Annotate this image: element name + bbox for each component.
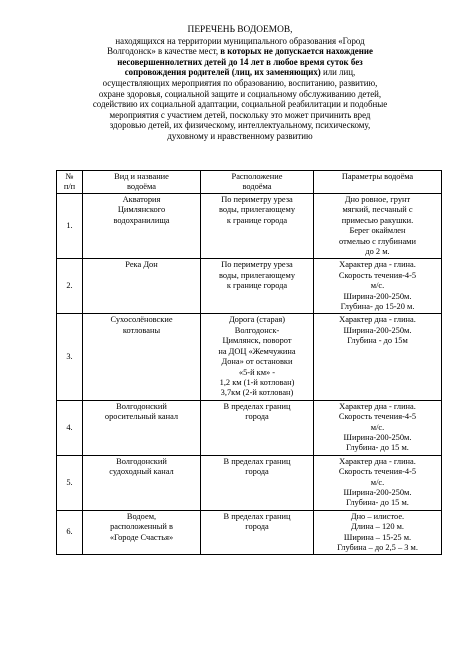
- row-location: [201, 259, 314, 314]
- row-name-line: Акватория: [122, 195, 161, 204]
- heading-text: Волгодонск» в качестве мест,: [107, 46, 221, 57]
- row-params-line: Глубина- до 15 м.: [346, 443, 409, 453]
- table-row: [57, 400, 442, 455]
- row-location-line: на ДОЦ «Жемчужина: [218, 346, 296, 356]
- row-params: [314, 194, 442, 259]
- row-number: 2.: [57, 259, 83, 314]
- heading-text: или лиц,: [320, 67, 356, 78]
- row-location-line: Дорога (старая): [228, 315, 286, 325]
- row-number: 3.: [57, 314, 83, 400]
- header-name-line: водоёма: [127, 182, 156, 191]
- row-name-line: оросительный канал: [104, 412, 179, 422]
- row-location: [201, 510, 314, 555]
- row-params-line: Ширина-200-250м.: [343, 432, 412, 442]
- table-row: [57, 455, 442, 510]
- row-number: 5.: [57, 455, 83, 510]
- row-location-line: По периметру уреза: [221, 195, 293, 204]
- header-params: [314, 171, 442, 194]
- row-name-line: Волгодонский: [116, 456, 167, 466]
- row-params-line: Характер дна - глина.: [339, 456, 416, 466]
- row-location-line: воды, прилегающему: [218, 270, 296, 280]
- row-location-line: города: [245, 522, 269, 532]
- row-params-line: Ширина-200-250м.: [343, 487, 412, 497]
- row-params-line: Длина – 120 м.: [351, 522, 404, 532]
- row-location: [201, 314, 314, 400]
- row-location-line: В пределах границ: [223, 401, 291, 411]
- row-name: [83, 259, 201, 314]
- row-name-line: Река Дон: [125, 260, 158, 270]
- row-params-line: Дно ровное, грунт: [344, 195, 411, 204]
- row-params: [314, 259, 442, 314]
- row-params-line: Берег окаймлен: [349, 226, 406, 236]
- row-name: [83, 314, 201, 400]
- row-location-line: воды, прилегающему: [218, 205, 296, 215]
- header-name-line: Вид и название: [114, 172, 169, 181]
- heading-line: содействию их социальной адаптации, социальной реабилитации и подобные: [92, 99, 388, 110]
- row-params-line: Глубина- до 15 м.: [346, 498, 409, 508]
- row-params-line: Скорость течения-4-5: [338, 467, 417, 477]
- row-params-line: Характер дна - глина.: [339, 315, 416, 325]
- header-params-line: Параметры водоёма: [341, 172, 414, 181]
- row-params-line: м/с.: [370, 477, 385, 487]
- row-location: [201, 194, 314, 259]
- header-number: [57, 171, 83, 194]
- heading-bold-text: сопровождения родителей (лиц, их заменяющих): [124, 67, 321, 78]
- row-params-line: Характер дна - глина.: [339, 260, 416, 270]
- row-params: [314, 455, 442, 510]
- header-number-line: №: [65, 172, 74, 181]
- row-name: [83, 510, 201, 555]
- heading-bold-text: в которых не допускается нахождение: [220, 46, 373, 57]
- header-number-line: п/п: [63, 182, 76, 191]
- row-location-line: 1,2 км (1-й котлован): [219, 377, 295, 387]
- row-params-line: м/с.: [370, 281, 385, 291]
- row-params-line: отмелью с глубинами: [339, 236, 416, 246]
- row-params-line: примесью ракушки.: [341, 215, 414, 225]
- heading-bold-line: несовершеннолетних детей до 14 лет в любое время суток без: [117, 56, 363, 67]
- row-name-line: Цимлянского: [117, 205, 166, 215]
- row-location-line: города: [245, 412, 269, 422]
- row-location-line: «5-й км» -: [238, 367, 276, 377]
- row-number: 1.: [57, 194, 83, 259]
- water-bodies-table: [56, 170, 442, 555]
- row-name-line: судоходный канал: [109, 467, 174, 477]
- row-name-line: Волгодонский: [116, 401, 167, 411]
- row-location-line: По периметру уреза: [221, 260, 293, 270]
- row-location-line: Дона» от остановки: [221, 357, 293, 367]
- header-location-line: водоёма: [242, 182, 272, 191]
- row-location-line: 3,7км (2-й котлован): [220, 388, 294, 398]
- row-params: [314, 400, 442, 455]
- row-location-line: города: [245, 467, 269, 477]
- document-title: ПЕРЕЧЕНЬ ВОДОЕМОВ,: [187, 25, 293, 35]
- table-header-row: [57, 171, 442, 194]
- table-body: [57, 194, 442, 555]
- heading-line: [40, 67, 440, 78]
- row-params-line: Характер дна - глина.: [339, 401, 416, 411]
- document-heading: [40, 25, 440, 142]
- heading-line: осуществляющих мероприятия по образованию, воспитанию, развитию,: [102, 77, 378, 88]
- row-name: [83, 400, 201, 455]
- row-location-line: к границе города: [226, 281, 288, 291]
- row-location-line: В пределах границ: [223, 511, 291, 521]
- row-params-line: Глубина - до 15м: [347, 336, 408, 346]
- row-params-line: Дно – илистое.: [350, 511, 405, 521]
- header-location: [201, 171, 314, 194]
- row-location-line: В пределах границ: [223, 456, 291, 466]
- row-name-line: «Городе Счастья»: [109, 532, 174, 542]
- row-location-line: Цимлянск, поворот: [222, 336, 292, 346]
- row-location: [201, 400, 314, 455]
- header-name: [83, 171, 201, 194]
- row-params-line: до 2 м.: [365, 247, 390, 257]
- table-row: [57, 194, 442, 259]
- heading-line: охране здоровья, социальной защите и социальному обслуживанию детей,: [98, 88, 382, 99]
- row-name-line: котлованы: [122, 325, 161, 335]
- row-name-line: Водоем,: [126, 511, 157, 521]
- row-name: [83, 194, 201, 259]
- row-params: [314, 314, 442, 400]
- row-name-line: Сухосолёновские: [110, 315, 173, 325]
- row-name-line: расположенный в: [110, 522, 173, 532]
- table-row: [57, 314, 442, 400]
- heading-line: [40, 46, 440, 57]
- row-location-line: к границе города: [226, 215, 288, 225]
- row-params-line: Скорость течения-4-5: [338, 412, 417, 422]
- table-row: [57, 259, 442, 314]
- row-params-line: мягкий, песчаный с: [342, 205, 413, 215]
- row-params-line: Ширина-200-250м.: [343, 325, 412, 335]
- row-params-line: Глубина – до 2,5 – 3 м.: [337, 543, 418, 552]
- row-params-line: Глубина- до 15-20 м.: [340, 302, 415, 312]
- row-params-line: м/с.: [370, 422, 385, 432]
- header-location-line: Расположение: [231, 172, 283, 181]
- row-number: 4.: [57, 400, 83, 455]
- heading-line: духовному и нравственному развитию: [167, 130, 313, 141]
- heading-line: здоровью детей, их физическому, интеллектуальному, психическому,: [109, 120, 371, 131]
- row-params: [314, 510, 442, 555]
- row-location: [201, 455, 314, 510]
- row-name-line: водохранилища: [113, 215, 170, 225]
- row-number: 6.: [57, 510, 83, 555]
- row-name: [83, 455, 201, 510]
- row-params-line: Ширина – 15-25 м.: [343, 532, 412, 542]
- table-row: [57, 510, 442, 555]
- heading-line: мероприятия с участием детей, поскольку это может причинить вред: [109, 109, 371, 120]
- row-location-line: Волгодонск-: [234, 325, 280, 335]
- heading-line: находящихся на территории муниципального образования «Город: [115, 35, 365, 46]
- row-params-line: Ширина-200-250м.: [343, 291, 412, 301]
- row-params-line: Скорость течения-4-5: [338, 270, 417, 280]
